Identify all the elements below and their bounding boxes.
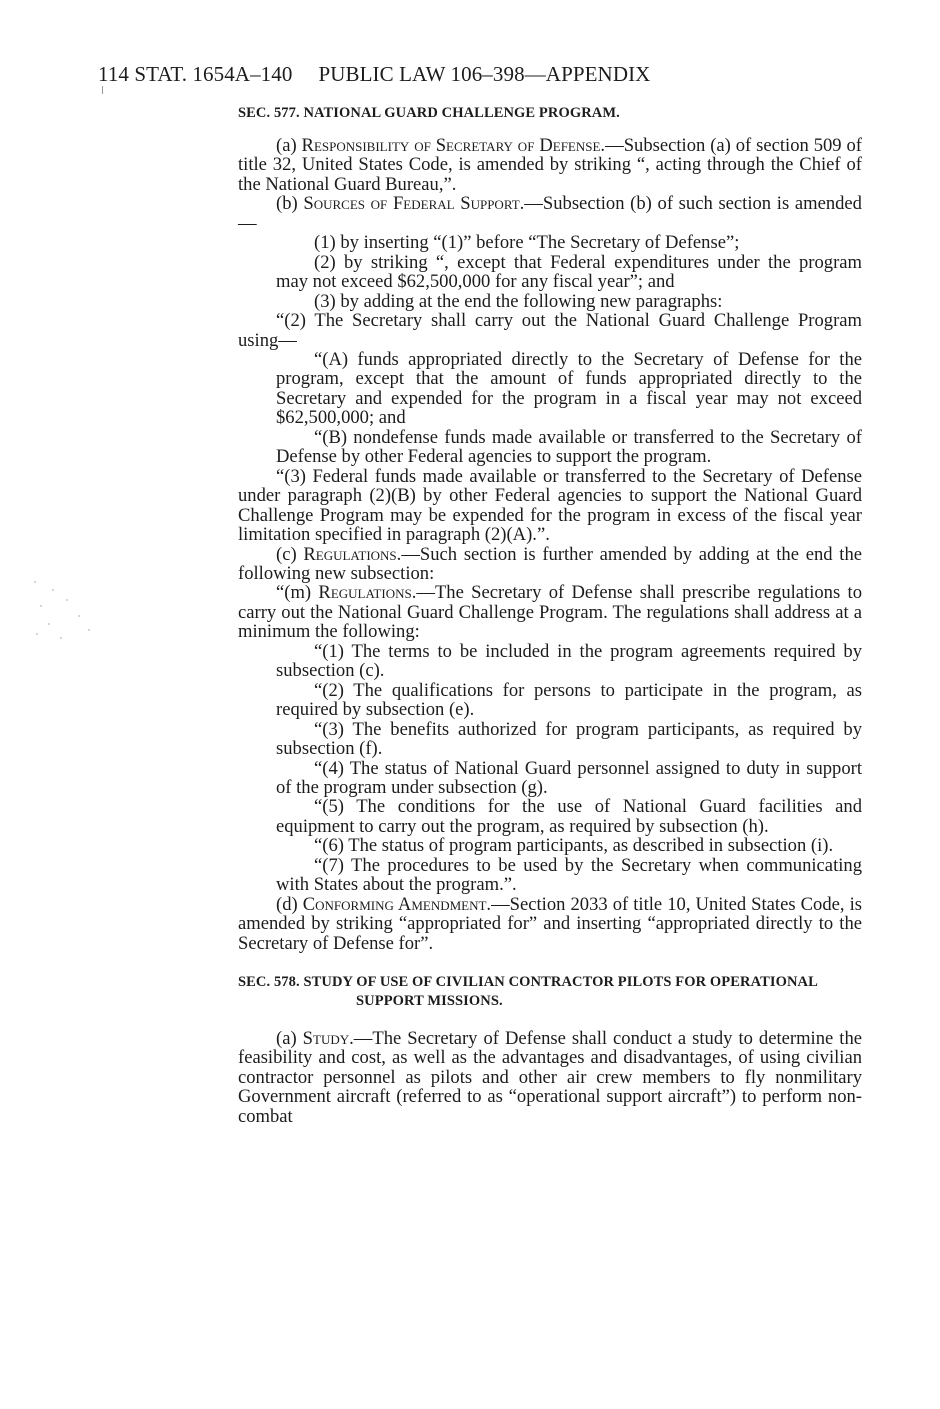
statute-citation: 114 STAT. 1654A–140 xyxy=(98,62,293,86)
paragraph-2-B: “(B) nondefense funds made available or transferred to the Secretary of Defense by other Federal agencies to support the program. xyxy=(276,426,862,468)
paragraph-2-A: “(A) funds appropriated directly to the Secretary of Defense for the program, except that the amount of funds appropriated directly to the Secretary and expended for the program in a fiscal year may not exceed $62,500,000; and xyxy=(276,348,862,429)
regulation-item-7: “(7) The procedures to be used by the Secretary when communicating with States about the program.”. xyxy=(276,854,862,896)
section-577-subsection-d: (d) Conforming Amendment.—Section 2033 of title 10, United States Code, is amended by striking “appropriated for” and inserting “appropriated directly to the Secretary of Defense for”. xyxy=(238,893,862,954)
section-577-heading: SEC. 577. NATIONAL GUARD CHALLENGE PROGRAM. xyxy=(238,105,620,121)
section-577-subsection-c: (c) Regulations.—Such section is further amended by adding at the end the following new subsection: xyxy=(238,543,862,584)
regulation-item-2: “(2) The qualifications for persons to participate in the program, as required by subsection (e). xyxy=(276,679,862,721)
scan-specks xyxy=(30,575,100,655)
regulation-item-3: “(3) The benefits authorized for program participants, as required by subsection (f). xyxy=(276,718,862,760)
section-578-subsection-a: (a) Study.—The Secretary of Defense shall conduct a study to determine the feasibility and cost, as well as the advantages and disadvantages, of using civilian contractor personnel as pilots and other air crew members to fly nonmilitary Government aircraft (referred to as “operational support aircraft”) to perform non-combat xyxy=(238,1028,862,1127)
subsection-b-item-2: (2) by striking “, except that Federal expenditures under the program may not exceed $62,500,000 for any fiscal year”; and xyxy=(276,251,862,293)
scan-mark xyxy=(102,86,103,94)
regulation-item-6: “(6) The status of program participants, as described in subsection (i). xyxy=(314,835,834,857)
regulation-item-5: “(5) The conditions for the use of National Guard facilities and equipment to carry out the program, as required by subsection (h). xyxy=(276,796,862,837)
document-body xyxy=(238,104,862,1126)
paragraph-2: “(2) The Secretary shall carry out the National Guard Challenge Program using— xyxy=(238,310,862,351)
running-head xyxy=(98,60,798,88)
regulation-item-4: “(4) The status of National Guard personnel assigned to duty in support of the program under subsection (g). xyxy=(276,757,862,798)
public-law-title: PUBLIC LAW 106–398—APPENDIX xyxy=(318,62,651,86)
section-578-heading: SEC. 578. STUDY OF USE OF CIVILIAN CONTRACTOR PILOTS FOR OPERATIONAL SUPPORT MISSIONS. xyxy=(238,974,818,1010)
subsection-b-item-1: (1) by inserting “(1)” before “The Secretary of Defense”; xyxy=(314,232,740,254)
regulation-item-1: “(1) The terms to be included in the program agreements required by subsection (c). xyxy=(276,640,862,682)
paragraph-3: “(3) Federal funds made available or transferred to the Secretary of Defense under paragraph (2)(B) by other Federal agencies to support the National Guard Challenge Program may be expended for the program in excess of the fiscal year limitation specified in paragraph (2)(A).”. xyxy=(238,465,862,546)
section-577-subsection-a: (a) Responsibility of Secretary of Defense.—Subsection (a) of section 509 of title 32, United States Code, is amended by striking “, acting through the Chief of the National Guard Bureau,”. xyxy=(238,135,862,195)
section-577-subsection-b: (b) Sources of Federal Support.—Subsection (b) of such section is amended— xyxy=(238,193,862,234)
subsection-m-regulations: “(m) Regulations.—The Secretary of Defense shall prescribe regulations to carry out the National Guard Challenge Program. The regulations shall address at a minimum the following: xyxy=(238,582,862,643)
subsection-b-item-3: (3) by adding at the end the following new paragraphs: xyxy=(314,290,723,312)
